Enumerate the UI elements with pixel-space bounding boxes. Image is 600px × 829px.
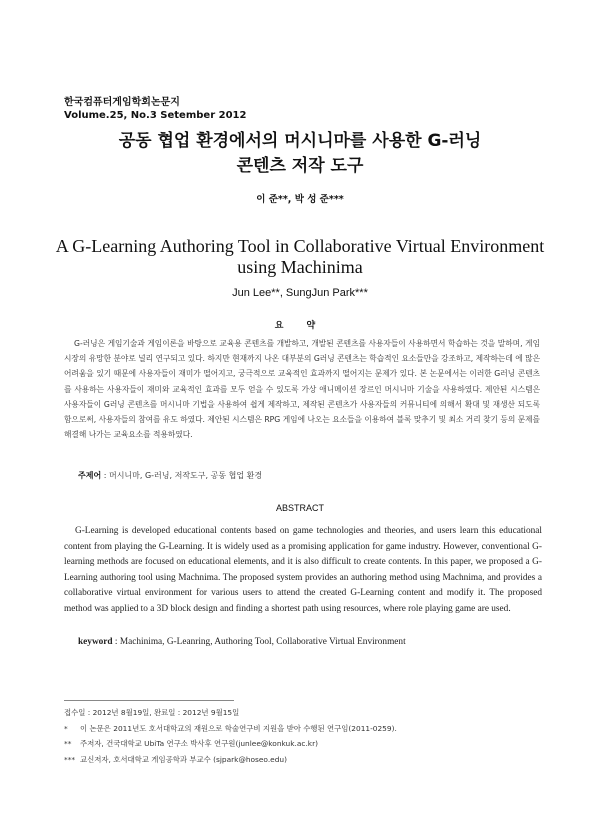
journal-name: 한국컴퓨터게임학회논문지 — [64, 97, 180, 108]
footnote-text: 이 논문은 2011년도 호서대학교의 재원으로 학술연구비 지원을 받아 수행된 연구임(2011-0259). — [80, 723, 397, 733]
keywords-korean — [78, 470, 262, 481]
authors-english: Jun Lee**, SungJun Park*** — [232, 287, 368, 299]
footnotes — [64, 705, 397, 767]
title-english-line2: using Machinima — [237, 257, 363, 277]
journal-volume: Volume.25, No.3 Setember 2012 — [64, 110, 247, 121]
footnote-text: 교신저자, 호서대학교 게임공학과 부교수 (sjpark@hoseo.edu) — [80, 754, 287, 764]
keywords-english-value: : Machinima, G-Leanring, Authoring Tool, Collaborative Virtual Environment — [112, 637, 406, 647]
abstract-english-body: G-Learning is developed educational contents based on game technologies and theories, and users learn this educational content from playing the G-Learning. It is widely used as a promising application for game industry. However, conventional G-learning methods are focused on educational elements, and it is also difficult to create contents. In this paper, we proposed a G-Learning authoring tool using Machnima. The proposed system provides an authoring method using Machnima, and provides a collaborative virtual environment for various users to attend the created G-Learning content and modify it. The proposed method was applied to a 3D block design and finding a shortest path using resources, where role playing game are used. — [64, 526, 542, 614]
footnote-first-author — [64, 736, 397, 752]
journal-header — [64, 96, 246, 122]
title-english — [40, 236, 560, 278]
authors-korean: 이 준**, 박 성 준*** — [256, 194, 344, 205]
footnote-mark: * — [64, 723, 68, 733]
keywords-korean-value: : 머시니마, G-러닝, 저작도구, 공동 협업 환경 — [101, 471, 263, 480]
title-korean-line2: 콘텐츠 저작 도구 — [236, 156, 364, 176]
title-korean — [40, 129, 560, 179]
footnote-mark: ** — [64, 739, 72, 748]
keywords-english-label: keyword — [78, 637, 113, 647]
title-korean-line1: 공동 협업 환경에서의 머시니마를 사용한 G-러닝 — [118, 131, 482, 151]
abstract-english-heading: ABSTRACT — [275, 503, 324, 513]
footnote-divider — [64, 700, 234, 701]
keywords-english — [78, 637, 406, 647]
title-english-line1: A G-Learning Authoring Tool in Collaborative Virtual Environment — [55, 236, 545, 256]
footnote-mark: *** — [64, 754, 76, 764]
received-dates: 접수일 : 2012년 8월19일, 완료일 : 2012년 9월15일 — [64, 708, 240, 717]
abstract-korean-heading: 요 약 — [274, 321, 326, 331]
abstract-korean-body: G-러닝은 게임기술과 게임이론을 바탕으로 교육용 콘텐츠를 개발하고, 개발된 콘텐츠를 사용자들이 사용하면서 학습하는 것을 말하며, 게임 시장의 유망한 분야로 널리 연구되고 있다. 하지만 현재까지 나온 대부분의 G러닝 콘텐츠는 학습적인 요소들만을 강조하고, 제작하는데 에 많은 어려움을 있기 때문에 사용자들이 재미가 떨어지고, 궁극적으로 교육적인 효과까지 떨어지는 문제가 있다. 본 논문에서는 이러한 G러닝 콘텐츠를 사용하는 사용자들이 재미와 교육적인 효과를 모두 얻을 수 있도록 가상 애니메이션 장르인 머시니마 기술을 사용하였다. 제안된 시스템은 사용자들이 G러닝 콘텐츠를 머시니마 기법을 사용하여 쉽게 제작하고, 제작된 콘텐츠가 사용자들의 커뮤니티에 의해서 확대 및 재생산 되도록 함으로써, 사용자들의 참여를 유도 하였다. 제안된 시스템은 RPG 게임에 나오는 요소들을 이용하여 블록 맞추기 및 최소 거리 찾기 등의 문제를 해결해 나가는 교육요소를 적용하였다. — [64, 339, 540, 440]
footnote-corresponding-author — [64, 752, 397, 768]
footnote-text: 주저자, 건국대학교 UbiTa 연구소 박사후 연구원(junlee@konkuk.ac.kr) — [80, 739, 319, 748]
keywords-korean-label: 주제어 — [78, 471, 102, 480]
footnote-funding — [64, 721, 397, 737]
